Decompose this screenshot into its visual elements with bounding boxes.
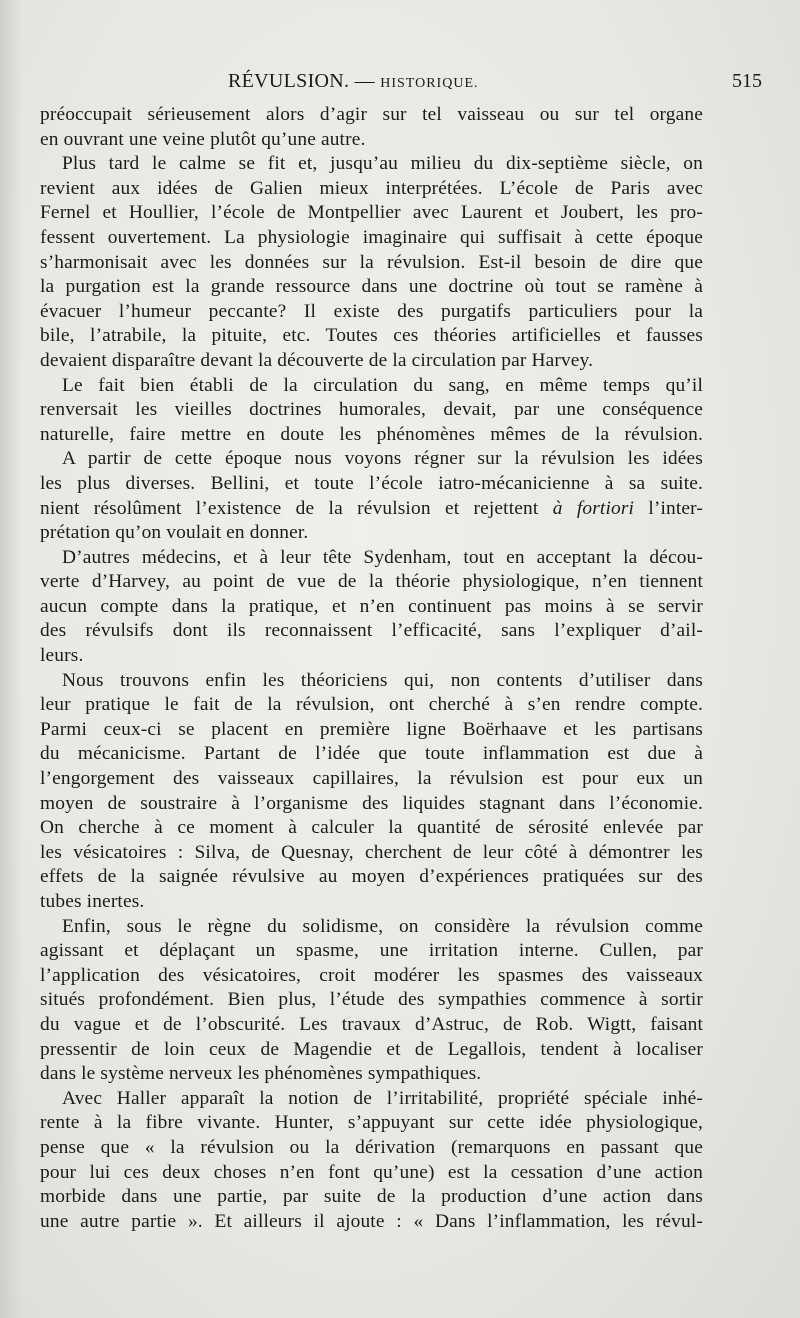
text-line: [40, 890, 703, 915]
text-line: [40, 1062, 703, 1087]
text-line-content: Le fait bien établi de la circulation du sang, en même temps qu’il: [62, 374, 703, 396]
text-line-content: revient aux idées de Galien mieux interprétées. L’école de Paris avec: [40, 177, 703, 199]
text-line-content: pour lui ces deux choses n’en font qu’une) est la cessation d’une action: [40, 1161, 703, 1183]
text-line: [40, 226, 703, 251]
text-line-content: prétation qu’on voulait en donner.: [40, 522, 309, 544]
text-line: [40, 300, 703, 325]
text-line: [40, 103, 703, 128]
text-line: [40, 447, 703, 472]
text-line-content: en ouvrant une veine plutôt qu’une autre.: [40, 128, 366, 150]
text-line-content: renversait les vieilles doctrines humorales, devait, par une conséquence: [40, 399, 703, 421]
text-line: [40, 275, 703, 300]
text-line-content: Fernel et Houllier, l’école de Montpellier avec Laurent et Joubert, les pro-: [40, 202, 703, 224]
text-line-content: On cherche à ce moment à calculer la quantité de sérosité enlevée par: [40, 817, 703, 839]
text-line: [40, 1136, 703, 1161]
text-line: [40, 177, 703, 202]
text-line-content: l’engorgement des vaisseaux capillaires, la révulsion est pour eux un: [40, 768, 703, 790]
text-line: [40, 939, 703, 964]
text-line: [40, 423, 703, 448]
text-line: [40, 521, 703, 546]
running-title: [228, 70, 479, 93]
text-line: [40, 128, 703, 153]
text-line-content: une autre partie ». Et ailleurs il ajoute : « Dans l’inflammation, les révul-: [40, 1210, 703, 1232]
text-line: [40, 1161, 703, 1186]
text-line-content: Parmi ceux-ci se placent en première ligne Boërhaave et les partisans: [40, 718, 703, 740]
text-line-content: pense que « la révulsion ou la dérivation (remarquons en passant que: [40, 1136, 703, 1158]
text-line-content: du vague et de l’obscurité. Les travaux d’Astruc, de Rob. Wigtt, faisant: [40, 1013, 703, 1035]
text-line: [40, 1087, 703, 1112]
page-shadow-edge: [0, 0, 22, 1318]
text-line-content: fessent ouvertement. La physiologie imaginaire qui suffisait à cette époque: [40, 226, 703, 248]
text-line-content: aucun compte dans la pratique, et n’en continuent pas moins à se servir: [40, 595, 703, 617]
body-text: [40, 103, 703, 1234]
text-line: [40, 324, 703, 349]
text-line: [40, 915, 703, 940]
text-line-content: pressentir de loin ceux de Magendie et de Legallois, tendent à localiser: [40, 1038, 703, 1060]
text-line-content: les vésicatoires : Silva, de Quesnay, cherchent de leur côté à démontrer les: [40, 841, 703, 863]
text-line: [40, 349, 703, 374]
text-line-content: nient résolûment l’existence de la révulsion et rejettent: [40, 497, 539, 519]
text-line-content: A partir de cette époque nous voyons régner sur la révulsion les idées: [62, 448, 703, 470]
text-line: [40, 497, 703, 522]
text-line-content: effets de la saignée révulsive au moyen d’expériences pratiquées sur des: [40, 866, 703, 888]
text-line: [40, 251, 703, 276]
text-line-content: l’application des vésicatoires, croit modérer les spasmes des vaisseaux: [40, 964, 703, 986]
text-line: [40, 1013, 703, 1038]
running-title-main: RÉVULSION.: [228, 70, 350, 92]
text-line: [40, 595, 703, 620]
text-line: [40, 374, 703, 399]
text-line: [40, 546, 703, 571]
text-line: [40, 1210, 703, 1235]
text-line: [40, 570, 703, 595]
text-line-content: préoccupait sérieusement alors d’agir sur tel vaisseau ou sur tel organe: [40, 104, 703, 125]
italic-phrase: à fortiori: [552, 497, 635, 519]
text-line: [40, 693, 703, 718]
text-line-content: situés profondément. Bien plus, l’étude des sympathies commence à sortir: [40, 989, 703, 1011]
text-line-content: Plus tard le calme se fit et, jusqu’au milieu du dix-septième siècle, on: [62, 153, 703, 175]
text-line: [40, 472, 703, 497]
text-line: [40, 988, 703, 1013]
text-line-content: leurs.: [40, 645, 84, 667]
text-line: [40, 865, 703, 890]
text-line-content: devaient disparaître devant la découverte de la circulation par Harvey.: [40, 349, 594, 371]
page-number: 515: [732, 70, 762, 92]
text-line: [40, 767, 703, 792]
text-line: [40, 1038, 703, 1063]
text-line: [40, 964, 703, 989]
text-line-content: la purgation est la grande ressource dans une doctrine où tout se ramène à: [40, 276, 703, 298]
text-line: [40, 644, 703, 669]
text-line-content: les plus diverses. Bellini, et toute l’école iatro-mécanicienne à sa suite.: [40, 472, 703, 494]
text-line-content: des révulsifs dont ils reconnaissent l’efficacité, sans l’expliquer d’ail-: [40, 620, 703, 642]
text-line-content: agissant et déplaçant un spasme, une irritation interne. Cullen, par: [40, 940, 703, 962]
text-line-content: évacuer l’humeur peccante? Il existe des purgatifs particuliers pour la: [40, 300, 703, 322]
text-line-content: s’harmonisait avec les données sur la révulsion. Est-il besoin de dire que: [40, 251, 703, 273]
text-line: [40, 398, 703, 423]
text-line-content: morbide dans une partie, par suite de la production d’une action dans: [40, 1186, 703, 1208]
running-header: [40, 70, 762, 100]
text-line: [40, 841, 703, 866]
text-line-content: Enfin, sous le règne du solidisme, on considère la révulsion comme: [62, 915, 703, 937]
text-line-continuation: l’inter-: [634, 497, 703, 519]
text-line-content: dans le système nerveux les phénomènes sympathiques.: [40, 1063, 482, 1085]
text-line: [40, 1185, 703, 1210]
text-line: [40, 742, 703, 767]
text-line-content: D’autres médecins, et à leur tête Sydenham, tout en acceptant la décou-: [62, 546, 703, 568]
text-line: [40, 718, 703, 743]
running-title-sub: HISTORIQUE.: [380, 76, 479, 91]
text-line-content: rente à la fibre vivante. Hunter, s’appuyant sur cette idée physiologique,: [40, 1112, 703, 1134]
text-line: [40, 619, 703, 644]
text-line-content: du mécanicisme. Partant de l’idée que toute inflammation est due à: [40, 743, 703, 765]
text-line: [40, 201, 703, 226]
text-line-content: moyen de soustraire à l’organisme des liquides stagnant dans l’économie.: [40, 792, 703, 814]
text-line-content: naturelle, faire mettre en doute les phénomènes mêmes de la révulsion.: [40, 423, 703, 445]
text-line: [40, 792, 703, 817]
text-line-content: bile, l’atrabile, la pituite, etc. Toutes ces théories artificielles et fausses: [40, 325, 703, 347]
text-line: [40, 816, 703, 841]
text-line-content: verte d’Harvey, au point de vue de la théorie physiologique, n’en tiennent: [40, 571, 703, 593]
text-line-content: Avec Haller apparaît la notion de l’irritabilité, propriété spéciale inhé-: [62, 1087, 703, 1109]
text-line-content: tubes inertes.: [40, 891, 145, 912]
text-line-content: leur pratique le fait de la révulsion, ont cherché à s’en rendre compte.: [40, 694, 703, 716]
text-line: [40, 152, 703, 177]
running-title-dash: —: [349, 70, 381, 92]
text-line: [40, 669, 703, 694]
text-line-content: Nous trouvons enfin les théoriciens qui, non contents d’utiliser dans: [62, 669, 703, 691]
text-line: [40, 1111, 703, 1136]
